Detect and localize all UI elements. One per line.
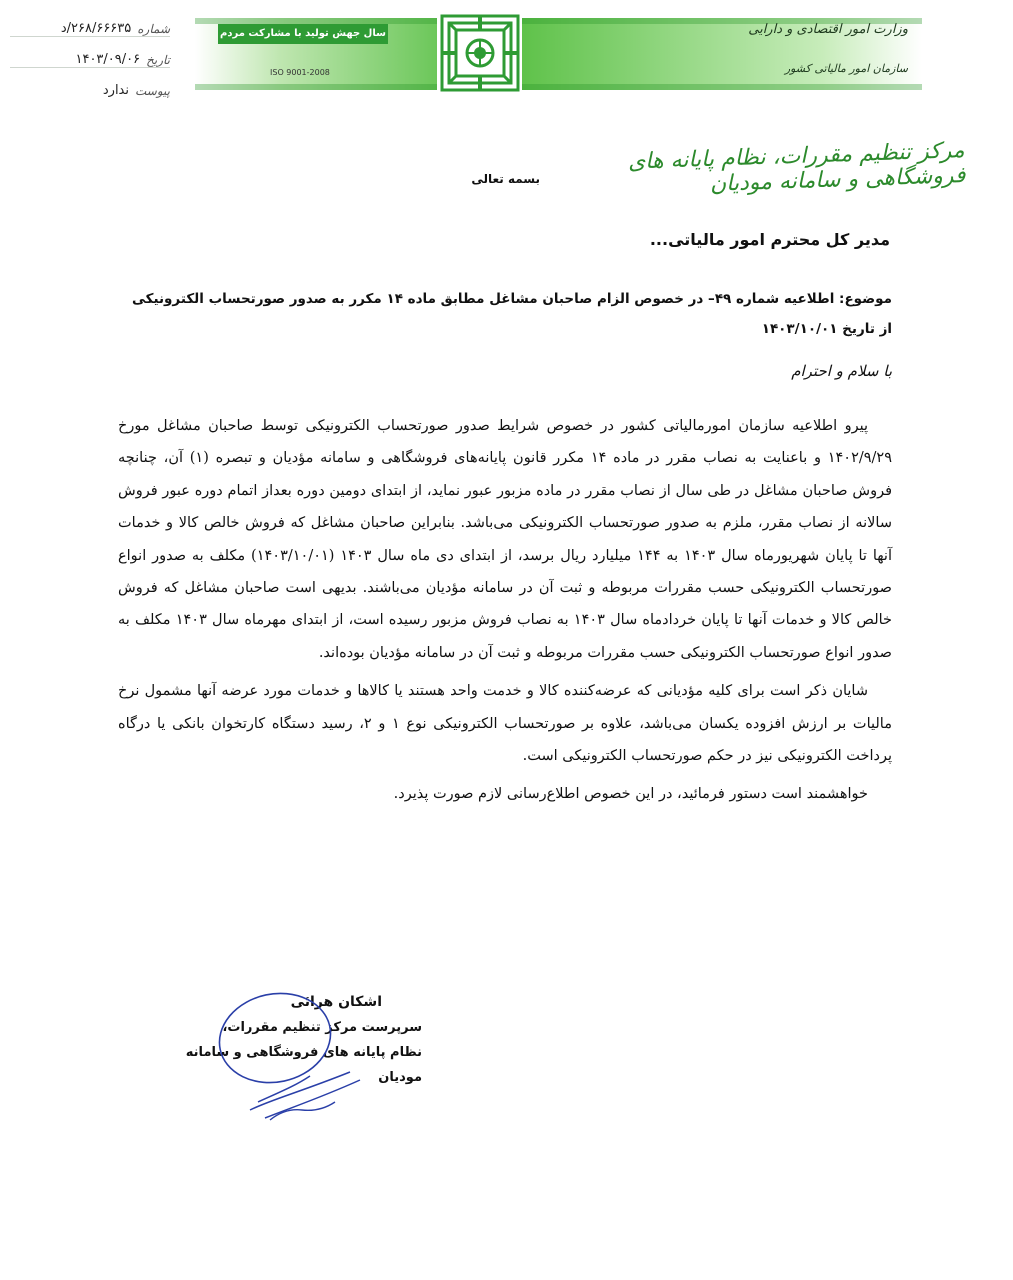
- letter-date-value: ۱۴۰۳/۰۹/۰۶: [75, 52, 141, 67]
- body-paragraph: خواهشمند است دستور فرمائید، در این خصوص اطلاع‌رسانی لازم صورت پذیرد.: [393, 786, 868, 803]
- letter-attachment-row: [10, 70, 170, 98]
- letter-attachment-value: ندارد: [102, 83, 129, 98]
- issuing-center-name: مرکز تنظیم مقررات، نظام پایانه های فروشگاهی و سامانه مودیان: [627, 138, 966, 197]
- letter-subject: موضوع: اطلاعیه شماره ۴۹– در خصوص الزام صاحبان مشاغل مطابق ماده ۱۴ مکرر به صدور صورتحساب الکترونیکی از تاریخ ۱۴۰۳/۱۰/۰۱: [131, 291, 892, 337]
- body-paragraph: شایان ذکر است برای کلیه مؤدیانی که عرضه‌کننده کالا و خدمت واحد هستند یا کالاها و خدمات مورد عرضه آنها مشمول نرخ مالیات بر ارزش افزوده یکسان می‌باشد، علاوه بر صورتحساب الکترونیکی نوع ۱ و ۲، رسید دستگاه کارتخوان بانکی یا درگاه پرداخت الکترونیکی نیز در حکم صورتحساب الکترونیکی است.: [118, 683, 892, 765]
- signatory-title: سرپرست مرکز تنظیم مقررات،: [222, 1020, 422, 1035]
- letter-number-label: شماره: [137, 22, 170, 36]
- letter-date-row: [10, 39, 170, 68]
- letter-meta: [10, 8, 170, 100]
- letter-body: [118, 410, 892, 811]
- organization-name: سازمان امور مالیاتی کشور: [784, 62, 908, 75]
- body-paragraph: پیرو اطلاعیه سازمان امورمالیاتی کشور در خصوص شرایط صدور صورتحساب الکترونیکی توسط صاحبان مشاغل مورخ ۱۴۰۲/۹/۲۹ و باعنایت به نصاب مقرر در ماده ۱۴ مکرر قانون پایانه‌های فروشگاهی و سامانه مؤدیان و تبصره (۱) آن، چنانچه فروش صاحبان مشاغل در طی سال از نصاب مقرر در ماده مزبور عبور نماید، از ابتدای دومین دوره بعداز اتمام دوره عبور فروش سالانه از نصاب مقرر، ملزم به صدور صورتحساب الکترونیکی می‌باشد. بنابراین صاحبان مشاغل که فروش خالص کالا و خدمات آنها تا پایان شهریورماه سال ۱۴۰۳ به ۱۴۴ میلیارد ریال برسد، از ابتدای دی ماه سال ۱۴۰۳ (۱۴۰۳/۱۰/۰۱) مکلف به صدور انواع صورتحساب الکترونیکی حسب مقررات مربوطه و ثبت آن در سامانه مؤدیان می‌باشند. بدیهی است صاحبان مشاغل که فروش خالص کالا و خدمات آنها تا پایان خردادماه سال ۱۴۰۳ به نصاب فروش مزبور رسیده است، از ابتدای مهرماه سال ۱۴۰۳ مکلف به صدور انواع صورتحساب الکترونیکی حسب مقررات مربوطه و ثبت آن در سامانه مؤدیان بوده‌اند.: [118, 418, 892, 661]
- ministry-name: وزارت امور اقتصادی و دارایی: [748, 22, 908, 37]
- letter-number-row: [10, 8, 170, 37]
- year-slogan: سال جهش تولید با مشارکت مردم: [218, 24, 388, 44]
- signature-block: [160, 990, 422, 1090]
- tax-organization-emblem-icon: [440, 14, 520, 92]
- letter-date-label: تاریخ: [146, 53, 170, 67]
- letter-greeting: با سلام و احترام: [791, 362, 892, 380]
- iso-certification: ISO 9001-2008: [270, 68, 330, 77]
- bismillah: بسمه تعالی: [471, 172, 540, 186]
- letter-attachment-label: پیوست: [135, 84, 170, 98]
- letter-number-value: ۲۶۸/۶۶۶۳۵/د: [60, 21, 132, 36]
- signatory-unit: نظام پایانه های فروشگاهی و سامانه مودیان: [185, 1045, 422, 1085]
- letter-recipient: مدیر کل محترم امور مالیاتی...: [649, 230, 890, 249]
- signatory-name: اشکان هرائی: [290, 994, 382, 1010]
